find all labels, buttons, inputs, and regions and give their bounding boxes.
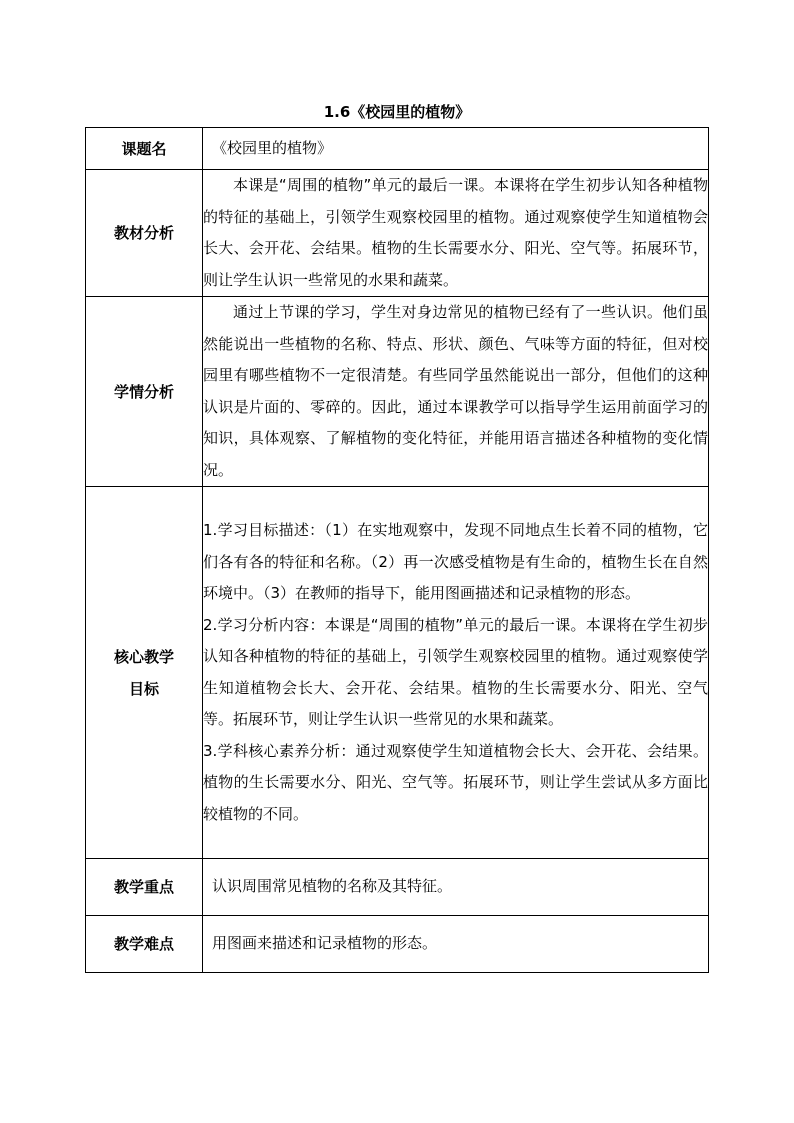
table-row-difficult-points xyxy=(86,916,709,973)
material-analysis-content: 本课是“周围的植物”单元的最后一课。本课将在学生初步认知各种植物的特征的基础上，引领学生观察校园里的植物。通过观察使学生知道植物会长大、会开花、会结果。植物的生长需要水分、阳光、空气等。拓展环节，则让学生认识一些常见的水果和蔬菜。 xyxy=(203,176,708,289)
core-goals-label-line1: 核心教学 xyxy=(113,647,174,666)
table-row-lesson-name xyxy=(86,128,709,170)
core-goals-label xyxy=(86,487,203,859)
table-row-material-analysis xyxy=(86,170,709,297)
lesson-plan-table xyxy=(85,127,709,973)
table-row-core-goals xyxy=(86,487,709,859)
student-analysis-content: 通过上节课的学习，学生对身边常见的植物已经有了一些认识。他们虽然能说出一些植物的名称、特点、形状、颜色、气味等方面的特征，但对校园里有哪些植物不一定很清楚。有些同学虽然能说出一部分，但他们的这种认识是片面的、零碎的。因此，通过本课教学可以指导学生运用前面学习的知识，具体观察、了解植物的变化特征，并能用语言描述各种植物的变化情况。 xyxy=(203,303,708,479)
table-row-key-points xyxy=(86,859,709,916)
table-row-student-analysis xyxy=(86,297,709,487)
difficult-points-label: 教学难点 xyxy=(86,916,203,973)
difficult-points-content: 用图画来描述和记录植物的形态。 xyxy=(203,916,709,973)
key-points-content: 认识周围常见植物的名称及其特征。 xyxy=(203,859,709,916)
core-goals-paragraph: 3.学科核心素养分析：通过观察使学生知道植物会长大、会开花、会结果。植物的生长需要水分、阳光、空气等。拓展环节，则让学生尝试从多方面比较植物的不同。 xyxy=(203,741,708,823)
student-analysis-label: 学情分析 xyxy=(86,297,203,487)
core-goals-paragraph: 2.学习分析内容：本课是“周围的植物”单元的最后一课。本课将在学生初步认知各种植物的特征的基础上，引领学生观察校园里的植物。通过观察使学生知道植物会长大、会开花、会结果。植物的生长需要水分、阳光、空气等。拓展环节，则让学生认识一些常见的水果和蔬菜。 xyxy=(203,615,708,728)
material-analysis-label: 教材分析 xyxy=(86,170,203,297)
core-goals-label-line2: 目标 xyxy=(128,679,159,698)
lesson-name-label: 课题名 xyxy=(86,128,203,170)
document-title: 1.6《校园里的植物》 xyxy=(323,103,471,121)
lesson-name-content: 《校园里的植物》 xyxy=(203,128,709,170)
key-points-label: 教学重点 xyxy=(86,859,203,916)
core-goals-paragraph: 1.学习目标描述：（1）在实地观察中，发现不同地点生长着不同的植物，它们各有各的特征和名称。（2）再一次感受植物是有生命的，植物生长在自然环境中。（3）在教师的指导下，能用图画描述和记录植物的形态。 xyxy=(203,521,708,602)
